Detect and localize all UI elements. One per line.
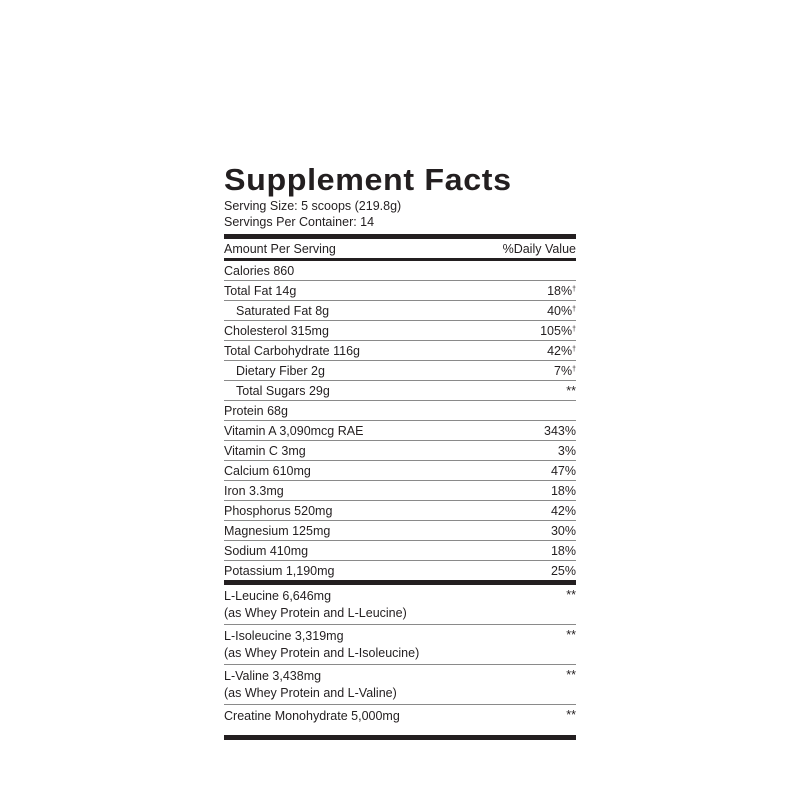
- nutrient-label: Total Fat 14g: [224, 283, 297, 298]
- nutrient-daily-value: [558, 444, 576, 458]
- ingredient-name: Creatine Monohydrate 5,000mg: [224, 709, 400, 723]
- daily-value-text: 47%: [550, 463, 576, 478]
- nutrient-label: Calories 860: [224, 263, 295, 278]
- ingredient-daily-value: **: [566, 628, 576, 642]
- dagger-mark: †: [572, 325, 576, 333]
- amount-per-serving-label: Amount Per Serving: [224, 241, 336, 256]
- supplement-facts-panel: [224, 162, 576, 740]
- nutrient-label: Total Sugars 29g: [236, 383, 330, 398]
- nutrient-label: Dietary Fiber 2g: [236, 363, 325, 378]
- nutrient-row: [224, 561, 576, 580]
- nutrient-row: [224, 281, 576, 301]
- nutrient-daily-value: [566, 384, 576, 398]
- ingredient-name: L-Leucine 6,646mg: [224, 589, 332, 603]
- dagger-mark: †: [572, 365, 576, 373]
- nutrient-daily-value: [547, 284, 576, 298]
- daily-value-text: 18%: [547, 283, 573, 298]
- daily-value-text: 42%: [550, 503, 576, 518]
- ingredient-name: L-Valine 3,438mg: [224, 669, 322, 683]
- servings-per-container: Servings Per Container: 14: [224, 215, 375, 229]
- nutrient-daily-value: [551, 484, 576, 498]
- ingredient-label: [224, 708, 400, 725]
- nutrient-daily-value: [551, 564, 576, 578]
- ingredient-label: [224, 668, 397, 702]
- dagger-mark: †: [572, 285, 576, 293]
- nutrient-row: [224, 541, 576, 561]
- ingredient-name: L-Isoleucine 3,319mg: [224, 629, 344, 643]
- ingredient-row: [224, 665, 576, 705]
- daily-value-text: **: [566, 383, 576, 398]
- daily-value-text: 40%: [547, 303, 573, 318]
- nutrient-daily-value: [547, 304, 576, 318]
- nutrient-label: Saturated Fat 8g: [236, 303, 330, 318]
- nutrient-label: Iron 3.3mg: [224, 483, 284, 498]
- nutrient-daily-value: [540, 324, 576, 338]
- nutrient-daily-value: [551, 544, 576, 558]
- nutrient-list: [224, 261, 576, 580]
- column-header-row: [224, 239, 576, 258]
- nutrient-row: [224, 521, 576, 541]
- daily-value-text: 30%: [550, 523, 576, 538]
- nutrient-label: Vitamin C 3mg: [224, 443, 306, 458]
- ingredient-source: (as Whey Protein and L-Valine): [224, 686, 397, 700]
- nutrient-label: Potassium 1,190mg: [224, 563, 335, 578]
- daily-value-text: 7%: [554, 363, 573, 378]
- nutrient-daily-value: [547, 344, 576, 358]
- ingredient-daily-value: **: [566, 588, 576, 602]
- daily-value-label: %Daily Value: [502, 241, 576, 256]
- nutrient-daily-value: [554, 364, 576, 378]
- daily-value-text: 18%: [550, 483, 576, 498]
- nutrient-label: Cholesterol 315mg: [224, 323, 329, 338]
- nutrient-daily-value: [544, 424, 576, 438]
- nutrient-daily-value: [551, 464, 576, 478]
- dagger-mark: †: [572, 345, 576, 353]
- nutrient-row: [224, 321, 576, 341]
- ingredient-label: [224, 588, 407, 622]
- nutrient-daily-value: [551, 524, 576, 538]
- ingredient-daily-value: **: [566, 668, 576, 682]
- ingredient-daily-value: **: [566, 708, 576, 722]
- nutrient-row: [224, 361, 576, 381]
- nutrient-daily-value: [551, 504, 576, 518]
- nutrient-row: [224, 261, 576, 281]
- divider-bottom: [224, 735, 576, 740]
- nutrient-label: Vitamin A 3,090mcg RAE: [224, 423, 364, 438]
- amino-list: [224, 585, 576, 727]
- ingredient-source: (as Whey Protein and L-Isoleucine): [224, 646, 420, 660]
- nutrient-row: [224, 341, 576, 361]
- nutrient-label: Magnesium 125mg: [224, 523, 331, 538]
- ingredient-label: [224, 628, 419, 662]
- ingredient-source: (as Whey Protein and L-Leucine): [224, 606, 407, 620]
- nutrient-label: Sodium 410mg: [224, 543, 309, 558]
- nutrient-label: Phosphorus 520mg: [224, 503, 333, 518]
- ingredient-row: [224, 625, 576, 665]
- dagger-mark: †: [572, 305, 576, 313]
- daily-value-text: 343%: [544, 423, 576, 438]
- nutrient-label: Protein 68g: [224, 403, 288, 418]
- nutrient-row: [224, 301, 576, 321]
- panel-title: Supplement Facts: [224, 162, 512, 197]
- serving-size: Serving Size: 5 scoops (219.8g): [224, 199, 402, 213]
- nutrient-row: [224, 401, 576, 421]
- nutrient-row: [224, 441, 576, 461]
- ingredient-row: [224, 585, 576, 625]
- ingredient-row: [224, 705, 576, 727]
- daily-value-text: 3%: [557, 443, 576, 458]
- daily-value-text: 105%: [540, 323, 573, 338]
- daily-value-text: 42%: [547, 343, 573, 358]
- daily-value-text: 25%: [550, 563, 576, 578]
- nutrient-row: [224, 381, 576, 401]
- daily-value-text: 18%: [550, 543, 576, 558]
- nutrient-row: [224, 481, 576, 501]
- nutrient-row: [224, 501, 576, 521]
- nutrient-label: Total Carbohydrate 116g: [224, 343, 360, 358]
- nutrient-label: Calcium 610mg: [224, 463, 311, 478]
- nutrient-row: [224, 421, 576, 441]
- nutrient-row: [224, 461, 576, 481]
